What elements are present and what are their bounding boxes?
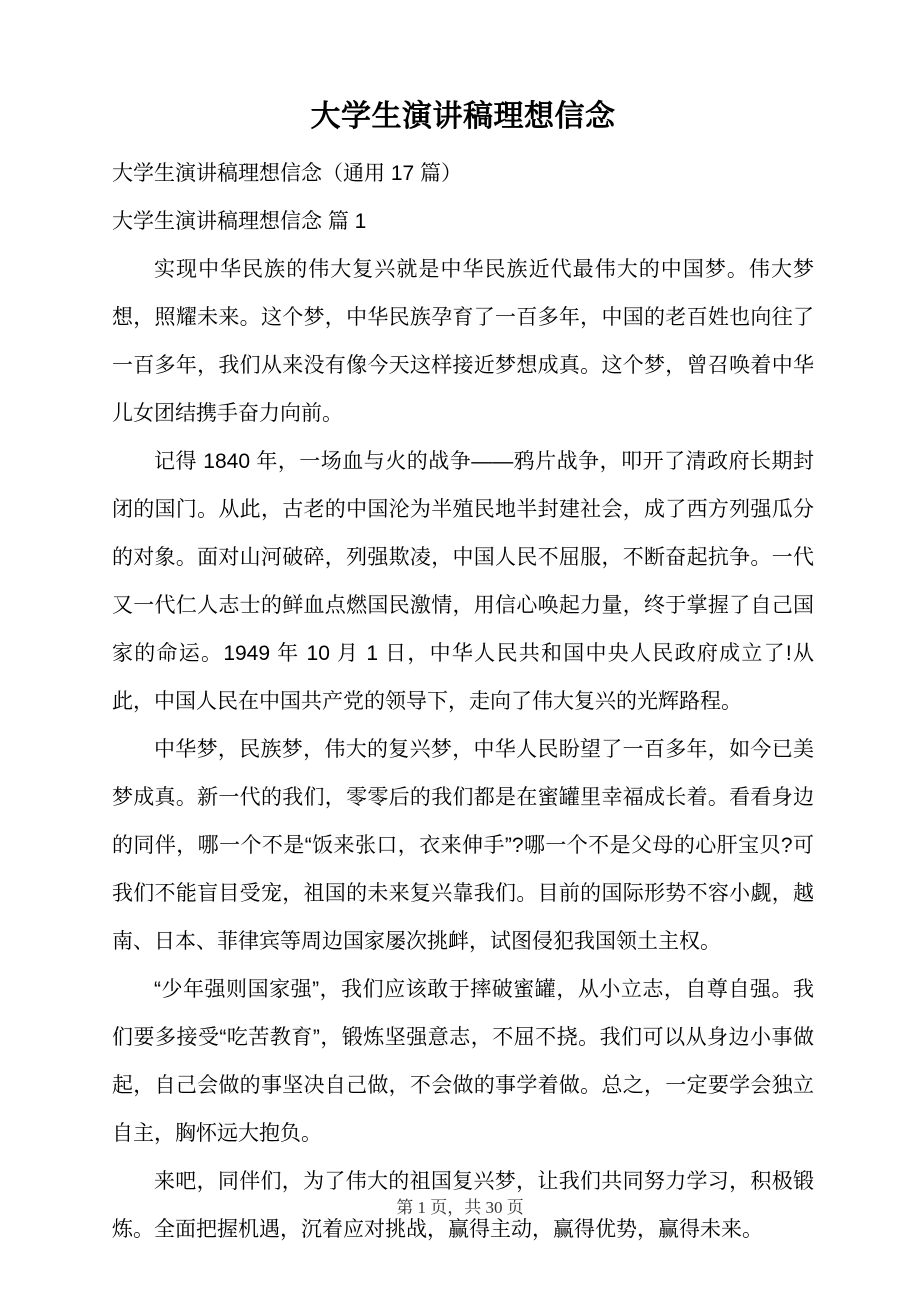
paragraph-2: 记得 1840 年，一场血与火的战争——鸦片战争，叩开了清政府长期封闭的国门。从此，古老的中国沦为半殖民地半封建社会，成了西方列强瓜分的对象。面对山河破碎，列强欺凌，中国人民不屈服，不断奋起抗争。一代又一代仁人志士的鲜血点燃国民激情，用信心唤起力量，终于掌握了自己国家的命运。1949 年 10 月 1 日，中华人民共和国中央人民政府成立了!从此，中国人民在中国共产党的领导下，走向了伟大复兴的光辉路程。: [112, 450, 814, 713]
document-subtitle: 大学生演讲稿理想信念（通用 17 篇）: [112, 162, 463, 185]
paragraph-5: 来吧，同伴们，为了伟大的祖国复兴梦，让我们共同努力学习，积极锻炼。全面把握机遇，沉着应对挑战，赢得主动，赢得优势，赢得未来。: [112, 1170, 814, 1241]
paragraph-3: 中华梦，民族梦，伟大的复兴梦，中华人民盼望了一百多年，如今已美梦成真。新一代的我们，零零后的我们都是在蜜罐里幸福成长着。看看身边的同伴，哪一个不是“饭来张口，衣来伸手”?哪一个不是父母的心肝宝贝?可我们不能盲目受宠，祖国的未来复兴靠我们。目前的国际形势不容小觑，越南、日本、菲律宾等周边国家屡次挑衅，试图侵犯我国领土主权。: [112, 738, 814, 953]
page-number-footer: 第 1 页，共 30 页: [396, 1198, 524, 1217]
paragraph-4: “少年强则国家强”，我们应该敢于摔破蜜罐，从小立志，自尊自强。我们要多接受“吃苦教育”，锻炼坚强意志，不屈不挠。我们可以从身边小事做起，自己会做的事坚决自己做，不会做的事学着做。总之，一定要学会独立自主，胸怀远大抱负。: [112, 978, 814, 1145]
paragraph-1: 实现中华民族的伟大复兴就是中华民族近代最伟大的中国梦。伟大梦想，照耀未来。这个梦，中华民族孕育了一百多年，中国的老百姓也向往了一百多年，我们从来没有像今天这样接近梦想成真。这个梦，曾召唤着中华儿女团结携手奋力向前。: [112, 258, 814, 425]
document-title: 大学生演讲稿理想信念: [310, 100, 616, 133]
section-heading: 大学生演讲稿理想信念 篇 1: [112, 210, 367, 233]
